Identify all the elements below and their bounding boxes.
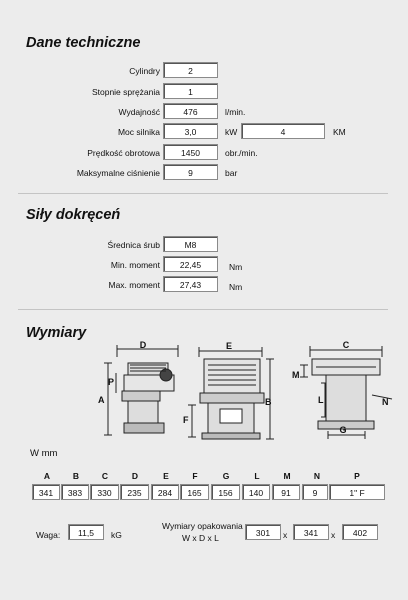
pressure-field[interactable]: 9 bbox=[163, 164, 218, 180]
dim-label-E: E bbox=[225, 341, 233, 351]
package-sep-1: x bbox=[283, 530, 288, 540]
dim-header-E: E bbox=[163, 471, 169, 481]
dim-header-L: L bbox=[254, 471, 260, 481]
unit-caption: W mm bbox=[30, 448, 58, 459]
dim-value-L[interactable]: 140 bbox=[242, 484, 270, 500]
dim-header-B: B bbox=[72, 471, 80, 481]
package-label: Wymiary opakowania bbox=[162, 521, 243, 531]
dim-label-L: L bbox=[318, 395, 324, 405]
bolt-diameter-label: Średnica śrub bbox=[107, 240, 160, 250]
max-torque-field[interactable]: 27,43 bbox=[163, 276, 218, 292]
dim-header-N: N bbox=[313, 471, 321, 481]
dim-header-A: A bbox=[43, 471, 51, 481]
capacity-field[interactable]: 476 bbox=[163, 103, 218, 119]
dim-value-B[interactable]: 383 bbox=[61, 484, 89, 500]
package-l-field[interactable]: 402 bbox=[342, 524, 378, 540]
power-label: Moc silnika bbox=[117, 127, 160, 137]
dim-label-N: N bbox=[382, 397, 389, 407]
speed-label: Prędkość obrotowa bbox=[87, 148, 160, 158]
package-w-field[interactable]: 301 bbox=[245, 524, 281, 540]
weight-unit: kG bbox=[111, 530, 122, 540]
stages-label: Stopnie sprężania bbox=[91, 87, 160, 97]
dim-label-F: F bbox=[183, 415, 189, 425]
cylinders-label: Cylindry bbox=[129, 66, 160, 76]
cylinders-field[interactable]: 2 bbox=[163, 62, 218, 78]
power-km-field[interactable]: 4 bbox=[241, 123, 325, 139]
separator-2 bbox=[18, 309, 388, 310]
dim-header-D: D bbox=[131, 471, 139, 481]
dim-label-A: A bbox=[98, 395, 105, 405]
min-torque-unit: Nm bbox=[229, 262, 243, 272]
package-sep-2: x bbox=[331, 530, 336, 540]
pressure-label: Maksymalne ciśnienie bbox=[76, 168, 160, 178]
dim-value-D[interactable]: 235 bbox=[120, 484, 149, 500]
tech-title: Dane techniczne bbox=[26, 35, 141, 51]
dim-label-D: D bbox=[139, 340, 147, 350]
min-torque-label: Min. moment bbox=[110, 260, 160, 270]
pressure-unit: bar bbox=[225, 168, 238, 178]
separator-1 bbox=[18, 193, 388, 194]
dim-label-B: B bbox=[265, 397, 272, 407]
bolt-diameter-field[interactable]: M8 bbox=[163, 236, 218, 252]
dim-label-M: M bbox=[292, 370, 300, 380]
speed-field[interactable]: 1450 bbox=[163, 144, 218, 160]
dim-label-G: G bbox=[339, 425, 347, 435]
dim-value-P[interactable]: 1" F bbox=[329, 484, 385, 500]
dim-header-G: G bbox=[222, 471, 230, 481]
power-kw-unit: kW bbox=[225, 127, 238, 137]
dim-value-M[interactable]: 91 bbox=[272, 484, 300, 500]
min-torque-field[interactable]: 22,45 bbox=[163, 256, 218, 272]
stages-field[interactable]: 1 bbox=[163, 83, 218, 99]
dim-value-N[interactable]: 9 bbox=[302, 484, 328, 500]
max-torque-unit: Nm bbox=[229, 282, 243, 292]
dim-value-G[interactable]: 156 bbox=[211, 484, 240, 500]
speed-unit: obr./min. bbox=[225, 148, 258, 158]
package-d-field[interactable]: 341 bbox=[293, 524, 329, 540]
dim-value-C[interactable]: 330 bbox=[90, 484, 119, 500]
max-torque-label: Max. moment bbox=[108, 280, 160, 290]
weight-field[interactable]: 11,5 bbox=[68, 524, 104, 540]
capacity-unit: l/min. bbox=[225, 107, 246, 117]
dim-header-M: M bbox=[283, 471, 291, 481]
dim-label-P: P bbox=[108, 377, 115, 387]
power-kw-field[interactable]: 3,0 bbox=[163, 123, 218, 139]
dim-header-C: C bbox=[101, 471, 109, 481]
dims-title: Wymiary bbox=[26, 325, 87, 341]
capacity-label: Wydajność bbox=[118, 107, 160, 117]
dim-header-P: P bbox=[354, 471, 360, 481]
power-km-unit: KM bbox=[333, 127, 346, 137]
dim-label-C: C bbox=[342, 340, 350, 350]
dim-value-A[interactable]: 341 bbox=[32, 484, 60, 500]
dim-value-E[interactable]: 284 bbox=[151, 484, 179, 500]
package-sublabel: W x D x L bbox=[182, 533, 219, 543]
dimension-drawings bbox=[0, 335, 408, 445]
weight-label: Waga: bbox=[36, 530, 61, 540]
dim-header-F: F bbox=[192, 471, 198, 481]
dim-value-F[interactable]: 165 bbox=[180, 484, 209, 500]
torque-title: Siły dokręceń bbox=[26, 207, 121, 223]
